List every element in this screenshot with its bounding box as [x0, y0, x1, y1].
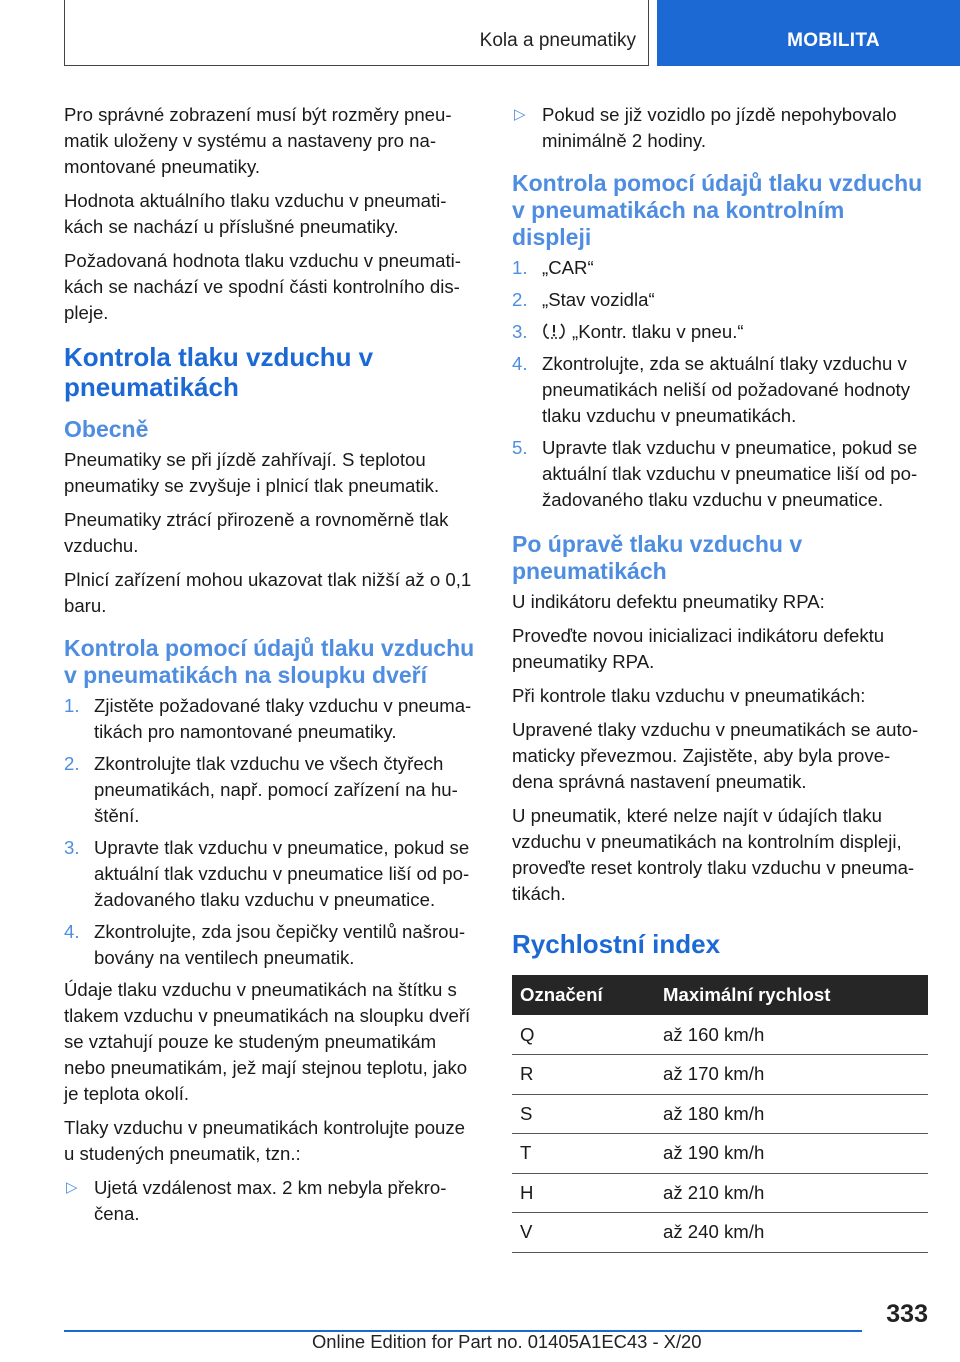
page-header — [0, 0, 960, 68]
table-cell: až 190 km/h — [655, 1134, 928, 1174]
step-text: Zkontrolujte, zda se aktuální tlaky vzduchu v pneumatikách neliší od požadované hodnoty tlaku vzduchu v pneumatikách. — [542, 353, 911, 426]
column-header: Označení — [512, 975, 655, 1015]
table-row — [512, 1134, 928, 1174]
list-item — [512, 351, 928, 429]
heading-tire-pressure-check: Kontrola tlaku vzduchu v pneumatikách — [64, 342, 374, 402]
step-text: Zkontrolujte tlak vzduchu ve všech čtyřech pneumatikách, např. pomocí zařízení na hu-štění. — [94, 753, 458, 826]
table-header-row — [512, 975, 928, 1015]
list-item — [512, 319, 928, 345]
step-number: 5. — [512, 437, 528, 458]
chapter-tab — [657, 0, 960, 66]
after-paragraph: Proveďte novou inicializaci indikátoru defektu pneumatiky RPA. — [512, 625, 885, 672]
list-item — [512, 255, 928, 281]
after-paragraph: Upravené tlaky vzduchu v pneumatikách se auto-maticky převezmou. Zajistěte, aby byla prove-dena správná nastavení pneumatik. — [512, 719, 919, 792]
cold-tire-conditions — [64, 1175, 478, 1227]
section-title: Kola a pneumatiky — [479, 30, 636, 51]
list-item — [512, 102, 928, 154]
cold-tire-conditions-cont — [512, 102, 928, 154]
bullet-text: Pokud se již vozidlo po jízdě nepohybovalo minimálně 2 hodiny. — [542, 104, 897, 151]
table-cell: R — [512, 1055, 655, 1095]
heading-general: Obecně — [64, 416, 149, 442]
edition-footer: Online Edition for Part no. 01405A1EC43 - X/20 — [312, 1331, 702, 1352]
table-cell: až 180 km/h — [655, 1094, 928, 1134]
chapter-tab-label: MOBILITA — [787, 30, 880, 51]
list-item — [64, 751, 478, 829]
door-steps-list — [64, 693, 478, 971]
triangle-right-icon: ▷ — [514, 106, 526, 123]
step-number: 4. — [64, 921, 80, 942]
step-text: Zkontrolujte, zda jsou čepičky ventilů našrou-bovány na ventilech pneumatik. — [94, 921, 466, 968]
table-cell: Q — [512, 1015, 655, 1055]
table-cell: H — [512, 1173, 655, 1213]
table-row — [512, 1173, 928, 1213]
door-note-paragraph: Tlaky vzduchu v pneumatikách kontrolujte pouze u studených pneumatik, tzn.: — [64, 1117, 466, 1164]
step-number: 3. — [64, 837, 80, 858]
tire-pressure-warning-icon — [542, 321, 566, 341]
display-steps-list — [512, 255, 928, 513]
heading-door-pillar: Kontrola pomocí údajů tlaku vzduchu v pneumatikách na sloupku dveří — [64, 635, 475, 688]
table-row — [512, 1094, 928, 1134]
general-paragraph: Plnicí zařízení mohou ukazovat tlak nižší až o 0,1 baru. — [64, 569, 472, 616]
intro-paragraph: Požadovaná hodnota tlaku vzduchu v pneumati-kách se nachází ve spodní části kontrolního dis-pleje. — [64, 250, 461, 323]
step-text: Upravte tlak vzduchu v pneumatice, pokud se aktuální tlak vzduchu v pneumatice liší od po-žadovaného tlaku vzduchu v pneumatice. — [94, 837, 470, 910]
page-number: 333 — [886, 1300, 928, 1328]
right-column — [512, 102, 928, 1253]
after-paragraph: Při kontrole tlaku vzduchu v pneumatikách: — [512, 685, 866, 706]
step-number: 1. — [64, 695, 80, 716]
table-cell: až 240 km/h — [655, 1213, 928, 1253]
step-text: „Kontr. tlaku v pneu.“ — [572, 321, 744, 342]
general-paragraph: Pneumatiky ztrácí přirozeně a rovnoměrně tlak vzduchu. — [64, 509, 449, 556]
step-number: 3. — [512, 321, 528, 342]
bullet-text: Ujetá vzdálenost max. 2 km nebyla překro-čena. — [94, 1177, 447, 1224]
table-cell: až 160 km/h — [655, 1015, 928, 1055]
step-number: 2. — [64, 753, 80, 774]
table-row — [512, 1055, 928, 1095]
speed-index-table — [512, 975, 928, 1253]
step-text: „CAR“ — [542, 257, 594, 278]
triangle-right-icon: ▷ — [66, 1179, 78, 1196]
left-column — [64, 102, 478, 1233]
step-text: Upravte tlak vzduchu v pneumatice, pokud se aktuální tlak vzduchu v pneumatice liší od po-žadovaného tlaku vzduchu v pneumatice. — [542, 437, 918, 510]
list-item — [64, 835, 478, 913]
list-item — [512, 287, 928, 313]
after-paragraph: U indikátoru defektu pneumatiky RPA: — [512, 591, 825, 612]
list-item — [64, 919, 478, 971]
after-paragraph: U pneumatik, které nelze najít v údajích tlaku vzduchu v pneumatikách na kontrolním displeji, proveďte reset kontroly tlaku vzduchu v pneuma-tikách. — [512, 805, 915, 904]
list-item — [64, 1175, 478, 1227]
table-cell: až 170 km/h — [655, 1055, 928, 1095]
intro-paragraph: Pro správné zobrazení musí být rozměry pneu-matik uloženy v systému a nastaveny pro na-montované pneumatiky. — [64, 104, 452, 177]
column-header: Maximální rychlost — [655, 975, 928, 1015]
step-text: „Stav vozidla“ — [542, 289, 655, 310]
heading-control-display: Kontrola pomocí údajů tlaku vzduchu v pneumatikách na kontrolním displeji — [512, 170, 923, 250]
step-text: Zjistěte požadované tlaky vzduchu v pneuma-tikách pro namontované pneumatiky. — [94, 695, 472, 742]
list-item — [512, 435, 928, 513]
step-number: 2. — [512, 289, 528, 310]
intro-paragraph: Hodnota aktuálního tlaku vzduchu v pneumati-kách se nachází u příslušné pneumatiky. — [64, 190, 447, 237]
heading-speed-index: Rychlostní index — [512, 929, 721, 959]
table-cell: S — [512, 1094, 655, 1134]
door-note-paragraph: Údaje tlaku vzduchu v pneumatikách na štítku s tlakem vzduchu v pneumatikách na sloupku dveří se vztahují pouze ke studeným pneumatikám nebo pneumatikám, jež mají stejnou teplotu, jako je teplota okolí. — [64, 979, 471, 1104]
table-cell: V — [512, 1213, 655, 1253]
table-row — [512, 1213, 928, 1253]
table-cell: T — [512, 1134, 655, 1174]
list-item — [64, 693, 478, 745]
table-cell: až 210 km/h — [655, 1173, 928, 1213]
step-number: 1. — [512, 257, 528, 278]
section-header-box — [64, 0, 649, 66]
heading-after-adjustment: Po úpravě tlaku vzduchu v pneumatikách — [512, 531, 803, 584]
step-number: 4. — [512, 353, 528, 374]
table-row — [512, 1015, 928, 1055]
general-paragraph: Pneumatiky se při jízdě zahřívají. S teplotou pneumatiky se zvyšuje i plnicí tlak pneumatik. — [64, 449, 440, 496]
